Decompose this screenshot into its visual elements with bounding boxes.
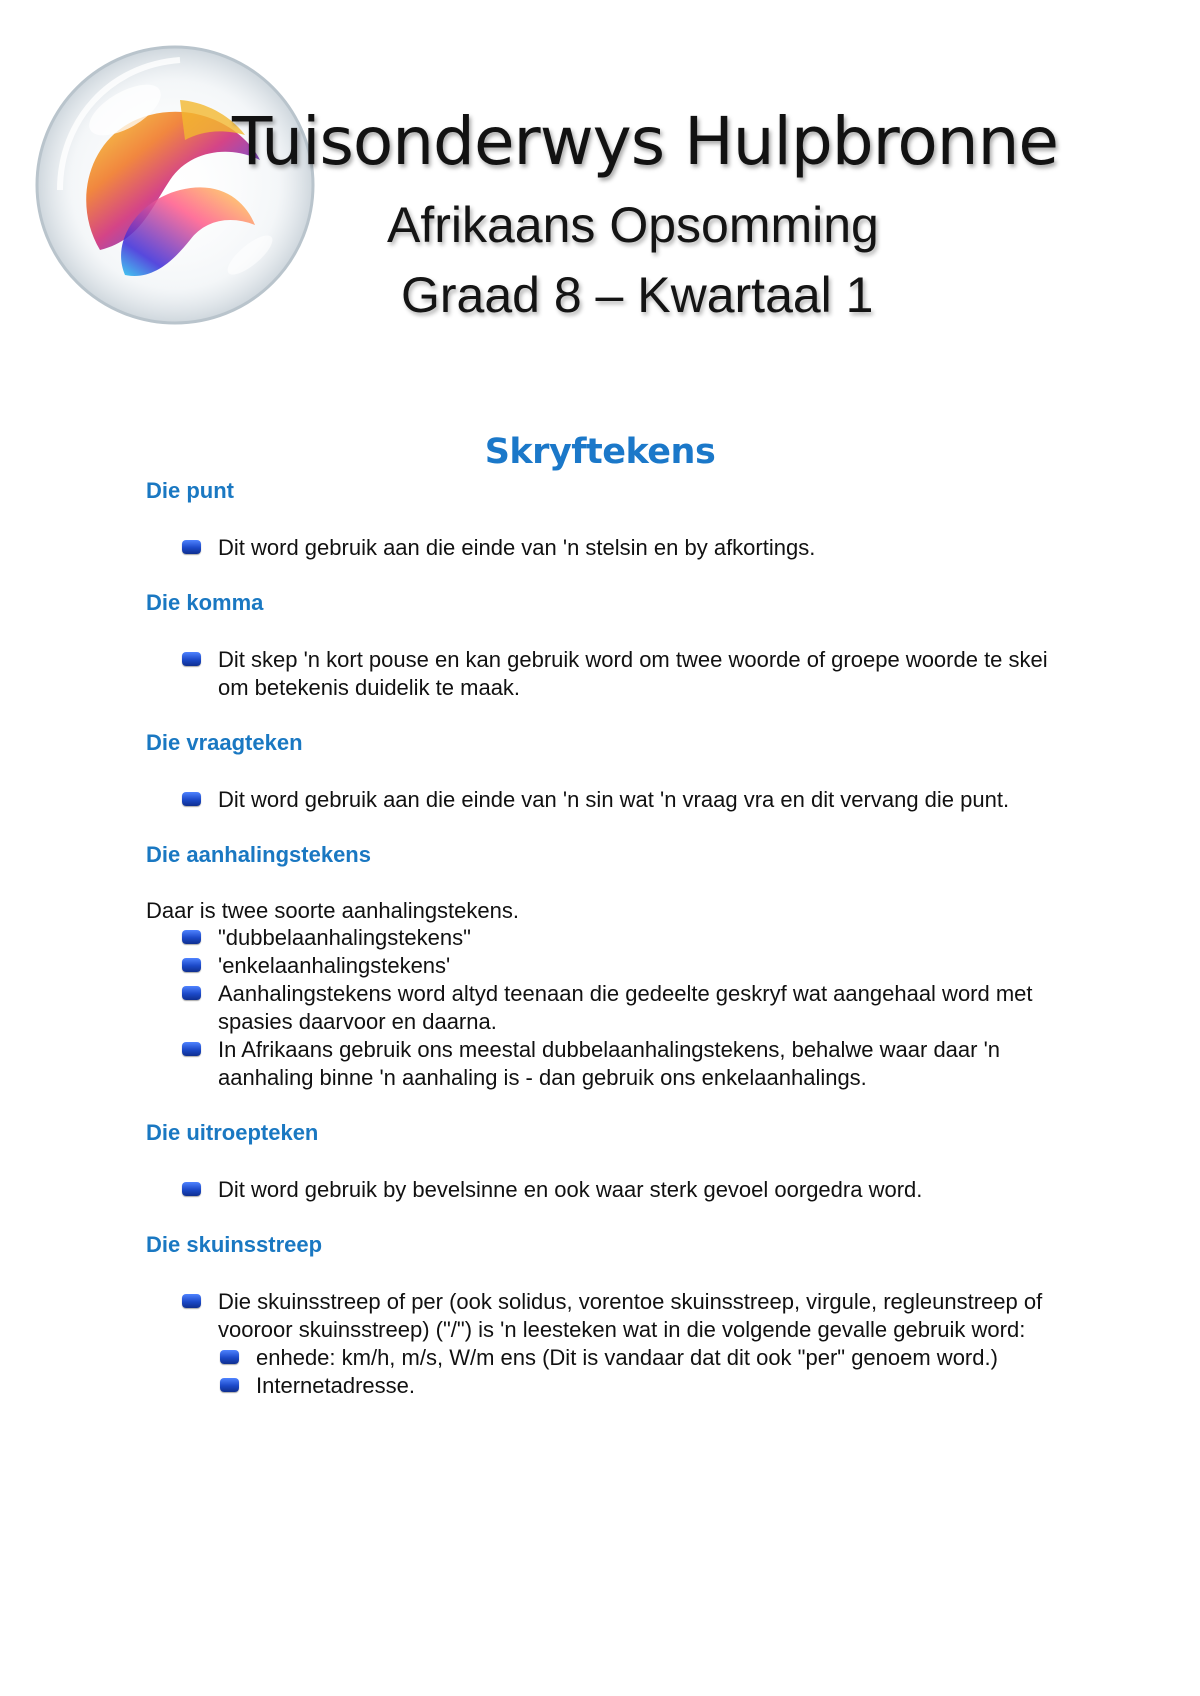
list-punt: [182, 534, 1066, 562]
subtitle: Afrikaans Opsomming: [387, 197, 879, 253]
page-header: [0, 0, 1200, 340]
list-vraagteken: [182, 786, 1066, 814]
bubble-logo-icon: [30, 40, 320, 330]
bullet-icon: [182, 792, 201, 806]
bullet-icon: [182, 1182, 201, 1196]
section-title-uitroepteken: Die uitroepteken: [146, 1120, 319, 1145]
section-title-skuinsstreep: Die skuinsstreep: [146, 1232, 323, 1257]
bullet-icon: [220, 1378, 239, 1392]
list-komma: [182, 646, 1066, 702]
bullet-icon: [182, 1294, 201, 1308]
list-item: Internetadresse.: [220, 1372, 1066, 1400]
bullet-icon: [182, 1042, 201, 1056]
list-item: Dit word gebruik aan die einde van 'n sin wat 'n vraag vra en dit vervang die punt.: [182, 786, 1066, 814]
list-item: 'enkelaanhalingstekens': [182, 952, 1066, 980]
list-item: Die skuinsstreep of per (ook solidus, vorentoe skuinsstreep, virgule, regleunstreep of vooroor skuinsstreep) ("/") is 'n leesteken wat in die volgende gevalle gebruik word:: [182, 1288, 1066, 1344]
page-title: Skryftekens: [484, 432, 716, 472]
list-item: Dit word gebruik aan die einde van 'n stelsin en by afkortings.: [182, 534, 1066, 562]
list-item: Dit word gebruik by bevelsinne en ook waar sterk gevoel oorgedra word.: [182, 1176, 1066, 1204]
section-title-punt: Die punt: [146, 478, 234, 503]
bullet-icon: [182, 540, 201, 554]
sublist-skuinsstreep: [220, 1344, 1066, 1400]
list-uitroepteken: [182, 1176, 1066, 1204]
list-item: "dubbelaanhalingstekens": [182, 924, 1066, 952]
document-body: [146, 478, 1066, 1400]
bullet-icon: [182, 930, 201, 944]
brand-title: Tuisonderwys Hulpbronne: [232, 103, 1059, 180]
list-item: Aanhalingstekens word altyd teenaan die gedeelte geskryf wat aangehaal word met spasies daarvoor en daarna.: [182, 980, 1066, 1036]
bullet-icon: [182, 652, 201, 666]
list-aanhalingstekens: [182, 924, 1066, 1092]
bullet-icon: [182, 986, 201, 1000]
section-title-aanhalingstekens: Die aanhalingstekens: [146, 842, 371, 867]
section-title-vraagteken: Die vraagteken: [146, 730, 303, 755]
grade-title: Graad 8 – Kwartaal 1: [401, 267, 874, 323]
bullet-icon: [220, 1350, 239, 1364]
bullet-icon: [182, 958, 201, 972]
section-title-komma: Die komma: [146, 590, 264, 615]
list-item: Dit skep 'n kort pouse en kan gebruik word om twee woorde of groepe woorde te skei om betekenis duidelik te maak.: [182, 646, 1066, 702]
list-skuinsstreep: [182, 1288, 1066, 1344]
list-item: enhede: km/h, m/s, W/m ens (Dit is vandaar dat dit ook "per" genoem word.): [220, 1344, 1066, 1372]
aanhalingstekens-intro: Daar is twee soorte aanhalingstekens.: [146, 898, 519, 923]
list-item: In Afrikaans gebruik ons meestal dubbelaanhalingstekens, behalwe waar daar 'n aanhaling binne 'n aanhaling is - dan gebruik ons enkelaanhalings.: [182, 1036, 1066, 1092]
